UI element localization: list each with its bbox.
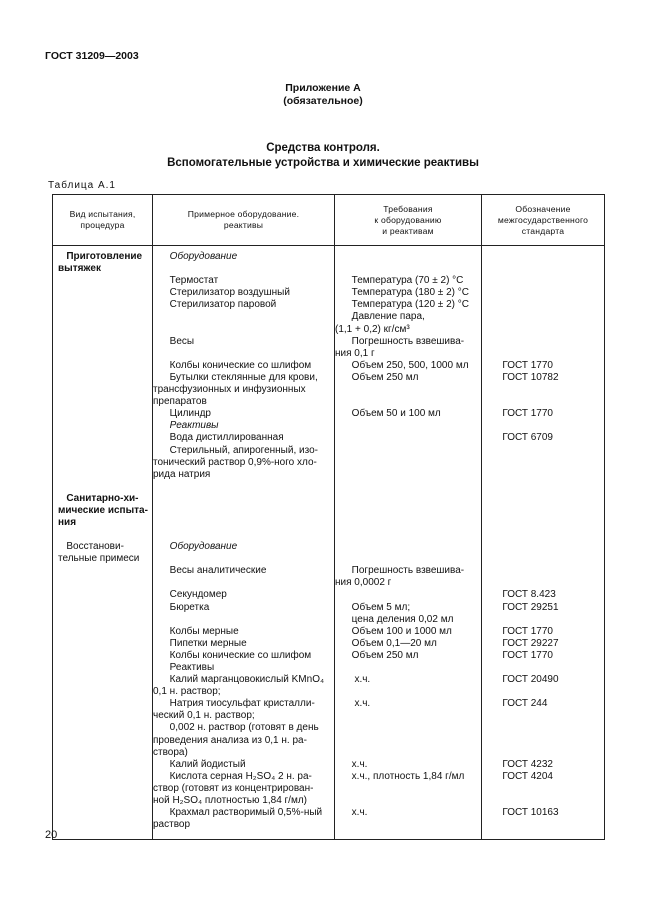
table-cell-c3 bbox=[335, 529, 482, 541]
table-cell-c1 bbox=[53, 698, 153, 722]
table-cell-c2 bbox=[153, 275, 335, 287]
cell-text: Кислота серная H₂SO₄ 2 н. ра- створ (готовят из концентрирован- ной H₂SO₄ плотностью 1,84 г/мл) bbox=[153, 770, 314, 807]
cell-text: ГОСТ 4232 bbox=[494, 758, 553, 770]
table-cell-c2 bbox=[153, 493, 335, 529]
table-cell-c1 bbox=[53, 420, 153, 432]
cell-text: Калий йодистый bbox=[153, 758, 246, 770]
cell-text: ГОСТ 29227 bbox=[494, 637, 559, 649]
cell-text: Реактивы bbox=[153, 420, 219, 432]
cell-text: х.ч., плотность 1,84 г/мл bbox=[335, 770, 465, 782]
table-cell-c2 bbox=[153, 698, 335, 722]
cell-text: Стерильный, апирогенный, изо- тонический раствор 0,9%-ного хло- рида натрия bbox=[153, 444, 318, 480]
table-cell-c2 bbox=[153, 674, 335, 698]
table-cell-c3 bbox=[335, 807, 482, 831]
table-cell-c3 bbox=[335, 565, 482, 589]
table-row bbox=[53, 360, 605, 372]
cell-text: Объем 0,1—20 мл bbox=[335, 637, 437, 649]
table-cell-c4 bbox=[482, 722, 605, 758]
table-cell-c3 bbox=[335, 372, 482, 408]
cell-text: Пипетки мерные bbox=[153, 637, 247, 649]
table-row bbox=[53, 759, 605, 771]
table-cell-c4 bbox=[482, 698, 605, 722]
table-cell-c4 bbox=[482, 759, 605, 771]
table-cell-c3 bbox=[335, 299, 482, 335]
cell-text: ГОСТ 1770 bbox=[494, 359, 553, 371]
cell-text: Калий марганцовокислый KMnO₄ 0,1 н. раствор; bbox=[153, 674, 325, 698]
section-title-line1: Средства контроля. bbox=[266, 142, 380, 154]
table-cell-c2 bbox=[153, 299, 335, 335]
header-standard: Обозначение межгосударственного стандарта bbox=[482, 195, 605, 246]
table-cell-c4 bbox=[482, 493, 605, 529]
table-cell-c1 bbox=[53, 336, 153, 360]
table-row bbox=[53, 698, 605, 722]
table-label: Таблица А.1 bbox=[48, 180, 116, 191]
table-cell-c2 bbox=[153, 481, 335, 493]
table-row bbox=[53, 336, 605, 360]
table-row bbox=[53, 602, 605, 626]
table-cell-c3 bbox=[335, 246, 482, 276]
table-cell-c2 bbox=[153, 602, 335, 626]
table-cell-c2 bbox=[153, 771, 335, 807]
table-cell-c3 bbox=[335, 638, 482, 650]
appendix-title: Приложение А bbox=[285, 82, 361, 94]
table-cell-c3 bbox=[335, 275, 482, 287]
table-cell-c3 bbox=[335, 408, 482, 420]
cell-text bbox=[335, 246, 481, 251]
table-cell-c2 bbox=[153, 541, 335, 565]
cell-text: Объем 250 мл bbox=[335, 371, 419, 383]
cell-text: Оборудование bbox=[153, 541, 238, 553]
table-cell-c1 bbox=[53, 246, 153, 276]
cell-text: Вода дистиллированная bbox=[153, 432, 284, 444]
table-cell-c3 bbox=[335, 360, 482, 372]
cell-text: Объем 250, 500, 1000 мл bbox=[335, 359, 469, 371]
cell-text: х.ч. bbox=[335, 807, 368, 819]
table-cell-c1 bbox=[53, 287, 153, 299]
cell-text: Реактивы bbox=[153, 662, 215, 673]
table-row bbox=[53, 445, 605, 481]
table-row bbox=[53, 275, 605, 287]
table-cell-c2 bbox=[153, 638, 335, 650]
table-cell-c4 bbox=[482, 360, 605, 372]
table-cell-c4 bbox=[482, 529, 605, 541]
cell-text: ГОСТ 6709 bbox=[494, 432, 553, 444]
table-cell-c2 bbox=[153, 662, 335, 674]
table-row bbox=[53, 589, 605, 601]
table-cell-c3 bbox=[335, 481, 482, 493]
table-header-row bbox=[53, 195, 605, 246]
table-row bbox=[53, 626, 605, 638]
table-cell-c1 bbox=[53, 360, 153, 372]
table-row bbox=[53, 722, 605, 758]
table-cell-c4 bbox=[482, 638, 605, 650]
table-cell-c2 bbox=[153, 408, 335, 420]
table-cell-c2 bbox=[153, 722, 335, 758]
table-row bbox=[53, 529, 605, 541]
table-cell-c1 bbox=[53, 408, 153, 420]
cell-text: Объем 100 и 1000 мл bbox=[335, 625, 452, 637]
cell-text: Колбы конические со шлифом bbox=[153, 359, 312, 371]
table-cell-c1 bbox=[53, 674, 153, 698]
table-cell-c1 bbox=[53, 589, 153, 601]
table-cell-c2 bbox=[153, 565, 335, 589]
table-cell-c3 bbox=[335, 626, 482, 638]
cell-text: 0,002 н. раствор (готовят в день проведения анализа из 0,1 н. ра- створа) bbox=[153, 722, 319, 758]
cell-text: ГОСТ 20490 bbox=[494, 674, 559, 686]
cell-text: Объем 50 и 100 мл bbox=[335, 408, 441, 420]
table-row bbox=[53, 493, 605, 529]
table-row bbox=[53, 481, 605, 493]
cell-text: Температура (120 ± 2) °С Давление пара, (1,1 + 0,2) кг/см³ bbox=[335, 299, 469, 335]
cell-text: Температура (180 ± 2) °С bbox=[335, 287, 469, 299]
table-row bbox=[53, 674, 605, 698]
table-cell-c4 bbox=[482, 432, 605, 444]
appendix-heading bbox=[0, 82, 646, 108]
table-cell-c1 bbox=[53, 626, 153, 638]
table-cell-c2 bbox=[153, 626, 335, 638]
table-cell-c2 bbox=[153, 589, 335, 601]
table-cell-c1 bbox=[53, 275, 153, 287]
table-cell-c4 bbox=[482, 372, 605, 408]
table-row bbox=[53, 432, 605, 444]
cell-text: Термостат bbox=[153, 275, 219, 287]
cell-text: ГОСТ 1770 bbox=[494, 649, 553, 661]
table-cell-c3 bbox=[335, 650, 482, 662]
table-cell-c4 bbox=[482, 408, 605, 420]
table-cell-c2 bbox=[153, 831, 335, 839]
cell-text: Приготовление вытяжек bbox=[58, 251, 143, 275]
cell-text: Погрешность взвешива- ния 0,0002 г bbox=[335, 565, 465, 589]
cell-text: Температура (70 ± 2) °С bbox=[335, 275, 464, 287]
cell-text: Восстанови- тельные примеси bbox=[58, 541, 140, 565]
table-cell-c2 bbox=[153, 529, 335, 541]
table-cell-c1 bbox=[53, 565, 153, 589]
table-cell-c3 bbox=[335, 698, 482, 722]
table-row bbox=[53, 408, 605, 420]
table-cell-c2 bbox=[153, 420, 335, 432]
table-cell-c2 bbox=[153, 432, 335, 444]
table-row bbox=[53, 831, 605, 839]
cell-text: Весы bbox=[153, 335, 195, 347]
table-cell-c4 bbox=[482, 275, 605, 287]
table-cell-c2 bbox=[153, 246, 335, 276]
cell-text: ГОСТ 1770 bbox=[494, 625, 553, 637]
header-equipment: Примерное оборудование. реактивы bbox=[153, 195, 335, 246]
table-cell-c1 bbox=[53, 650, 153, 662]
table-cell-c4 bbox=[482, 662, 605, 674]
cell-text: ГОСТ 8.423 bbox=[494, 589, 556, 601]
cell-text: ГОСТ 1770 bbox=[494, 408, 553, 420]
table-cell-c4 bbox=[482, 565, 605, 589]
table-cell-c1 bbox=[53, 722, 153, 758]
requirements-table bbox=[52, 194, 605, 840]
table-cell-c4 bbox=[482, 541, 605, 565]
table-cell-c3 bbox=[335, 420, 482, 432]
cell-text: ГОСТ 29251 bbox=[494, 601, 559, 613]
cell-text: Объем 250 мл bbox=[335, 649, 419, 661]
table-cell-c3 bbox=[335, 445, 482, 481]
cell-text: Колбы конические со шлифом bbox=[153, 649, 312, 661]
cell-text: х.ч. bbox=[335, 758, 368, 770]
table-cell-c4 bbox=[482, 589, 605, 601]
table-cell-c1 bbox=[53, 771, 153, 807]
cell-text: Стерилизатор паровой bbox=[153, 299, 277, 311]
table-cell-c3 bbox=[335, 771, 482, 807]
cell-text: ГОСТ 10782 bbox=[494, 371, 559, 383]
table-cell-c1 bbox=[53, 481, 153, 493]
table-cell-c2 bbox=[153, 807, 335, 831]
cell-text: Весы аналитические bbox=[153, 565, 267, 577]
table-cell-c1 bbox=[53, 662, 153, 674]
cell-text: Секундомер bbox=[153, 589, 227, 601]
table-row bbox=[53, 299, 605, 335]
cell-text: Бюретка bbox=[153, 601, 210, 613]
table-cell-c3 bbox=[335, 674, 482, 698]
cell-text bbox=[482, 246, 604, 251]
table-cell-c2 bbox=[153, 287, 335, 299]
table-cell-c1 bbox=[53, 541, 153, 565]
table-cell-c2 bbox=[153, 445, 335, 481]
table-row bbox=[53, 372, 605, 408]
cell-text: ГОСТ 4204 bbox=[494, 770, 553, 782]
table-cell-c1 bbox=[53, 807, 153, 831]
table-cell-c1 bbox=[53, 759, 153, 771]
table-cell-c4 bbox=[482, 771, 605, 807]
table-row bbox=[53, 807, 605, 831]
table-cell-c4 bbox=[482, 445, 605, 481]
document-code-header: ГОСТ 31209—2003 bbox=[45, 50, 139, 62]
table-row bbox=[53, 650, 605, 662]
table-cell-c3 bbox=[335, 541, 482, 565]
section-heading bbox=[0, 141, 646, 171]
cell-text: Объем 5 мл; цена деления 0,02 мл bbox=[351, 601, 454, 625]
table-row bbox=[53, 662, 605, 674]
cell-text: Оборудование bbox=[153, 251, 238, 262]
section-title-line2: Вспомогательные устройства и химические реактивы bbox=[167, 157, 479, 169]
cell-text: ГОСТ 10163 bbox=[494, 807, 559, 819]
table-row bbox=[53, 287, 605, 299]
cell-text: х.ч. bbox=[335, 698, 371, 710]
table-cell-c3 bbox=[335, 662, 482, 674]
page-number: 20 bbox=[45, 829, 58, 841]
cell-text: ГОСТ 244 bbox=[494, 698, 548, 710]
table-cell-c3 bbox=[335, 602, 482, 626]
table-cell-c2 bbox=[153, 650, 335, 662]
table-cell-c4 bbox=[482, 807, 605, 831]
table-cell-c4 bbox=[482, 626, 605, 638]
table-cell-c4 bbox=[482, 246, 605, 276]
table-cell-c1 bbox=[53, 529, 153, 541]
header-test-type: Вид испытания, процедура bbox=[53, 195, 153, 246]
table-cell-c1 bbox=[53, 372, 153, 408]
table-cell-c3 bbox=[335, 336, 482, 360]
table-cell-c4 bbox=[482, 831, 605, 839]
table-cell-c4 bbox=[482, 602, 605, 626]
table-cell-c4 bbox=[482, 650, 605, 662]
table-row bbox=[53, 420, 605, 432]
table-cell-c1 bbox=[53, 299, 153, 335]
table-row bbox=[53, 638, 605, 650]
table-cell-c4 bbox=[482, 481, 605, 493]
table-cell-c2 bbox=[153, 372, 335, 408]
table-cell-c2 bbox=[153, 759, 335, 771]
table-cell-c3 bbox=[335, 287, 482, 299]
table-cell-c2 bbox=[153, 336, 335, 360]
table-row bbox=[53, 246, 605, 276]
table-cell-c1 bbox=[53, 831, 153, 839]
cell-text: Натрия тиосульфат кристалли- ческий 0,1 н. раствор; bbox=[153, 698, 315, 722]
table-body bbox=[53, 246, 605, 840]
table-cell-c3 bbox=[335, 759, 482, 771]
table-row bbox=[53, 771, 605, 807]
table-cell-c4 bbox=[482, 336, 605, 360]
cell-text: Цилиндр bbox=[153, 408, 211, 420]
table-cell-c3 bbox=[335, 722, 482, 758]
cell-text: Колбы мерные bbox=[153, 625, 239, 637]
appendix-note: (обязательное) bbox=[283, 95, 363, 107]
cell-text: Стерилизатор воздушный bbox=[153, 287, 290, 299]
cell-text: х.ч. bbox=[335, 674, 371, 686]
table-cell-c4 bbox=[482, 420, 605, 432]
cell-text: Погрешность взвешива- ния 0,1 г bbox=[335, 335, 465, 359]
table-cell-c3 bbox=[335, 493, 482, 529]
table-cell-c4 bbox=[482, 674, 605, 698]
table-cell-c1 bbox=[53, 493, 153, 529]
table-cell-c1 bbox=[53, 432, 153, 444]
table-cell-c3 bbox=[335, 432, 482, 444]
table-row bbox=[53, 541, 605, 565]
table-cell-c4 bbox=[482, 287, 605, 299]
table-cell-c1 bbox=[53, 602, 153, 626]
table-cell-c2 bbox=[153, 360, 335, 372]
table-cell-c4 bbox=[482, 299, 605, 335]
cell-text: Бутылки стеклянные для крови, трансфузионных и инфузионных препаратов bbox=[153, 371, 318, 408]
cell-text: Крахмал растворимый 0,5%-ный раствор bbox=[153, 807, 323, 831]
table-cell-c1 bbox=[53, 445, 153, 481]
header-requirements: Требования к оборудованию и реактивам bbox=[335, 195, 482, 246]
table-cell-c1 bbox=[53, 638, 153, 650]
table-cell-c3 bbox=[335, 589, 482, 601]
cell-text: Санитарно-хи- мические испыта- ния bbox=[58, 492, 148, 528]
table-cell-c3 bbox=[335, 831, 482, 839]
table-row bbox=[53, 565, 605, 589]
